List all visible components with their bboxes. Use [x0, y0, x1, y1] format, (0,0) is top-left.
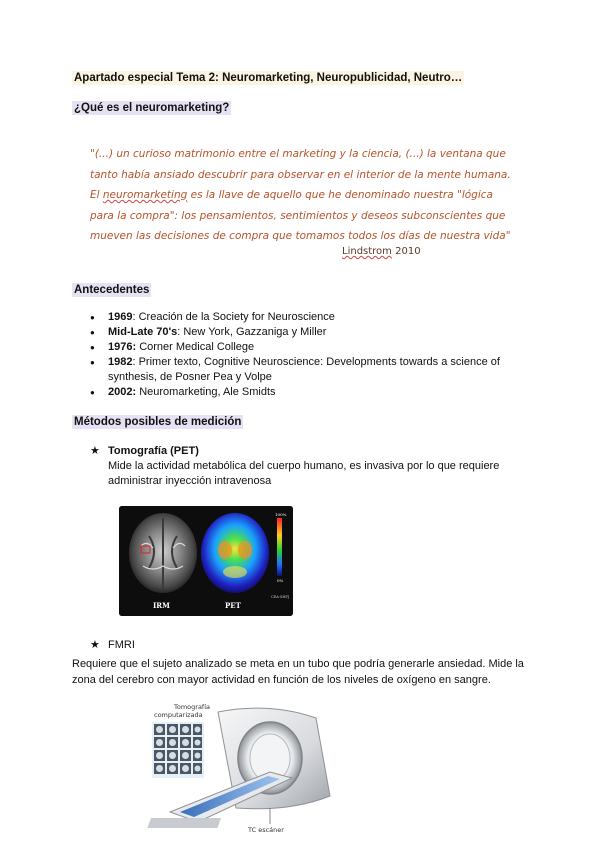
list-item: [72, 385, 542, 400]
ct-label-top: computarizada: [154, 711, 203, 719]
timeline-text: : Primer texto, Cognitive Neuroscience: Developments towards a science of synthesis, de Posner Pea y Volpe: [108, 356, 500, 383]
lindstrom-quote: [90, 144, 510, 247]
list-item: [72, 310, 542, 325]
ct-scanner-image: [140, 700, 344, 836]
method-title: Tomografía (PET): [108, 445, 199, 457]
method-pet: [90, 444, 528, 489]
quote-line: para la compra": los pensamientos, sentimientos y deseos subconscientes que: [90, 209, 506, 222]
figure-credit: CEA-SHFJ: [271, 595, 290, 599]
method-title: FMRI: [108, 639, 135, 651]
timeline-year: 1969: [108, 311, 133, 323]
quote-author: Lindstrom: [342, 246, 392, 257]
quote-term: neuromarketing: [102, 189, 188, 201]
scale-top-label: 100%: [275, 512, 287, 517]
ct-label-top: Tomografía: [174, 703, 211, 711]
quote-line: [90, 185, 510, 206]
ct-slice-grid: [152, 722, 204, 778]
quote-line: mueven las decisiones de compra que tomamos todos los días de nuestra vida": [90, 230, 511, 242]
star-icon: ★: [90, 445, 100, 457]
timeline-text: Corner Medical College: [136, 341, 255, 353]
section-heading-methods: Métodos posibles de medición: [74, 416, 242, 428]
list-item: [72, 340, 542, 355]
quote-year: 2010: [395, 246, 421, 257]
irm-label: IRM: [153, 601, 170, 610]
ct-label-bottom: TC escáner: [248, 826, 284, 834]
list-item: [72, 355, 542, 385]
scale-bottom-label: 0%: [277, 578, 284, 583]
section-heading-what-is: ¿Qué es el neuromarketing?: [74, 102, 230, 114]
pet-scan-image: [119, 506, 293, 616]
star-icon: ★: [90, 639, 100, 651]
section-heading-background: Antecedentes: [74, 284, 150, 296]
quote-line: "(...) un curioso matrimonio entre el marketing y la ciencia, (...) la ventana que: [90, 148, 506, 160]
timeline-list: [72, 310, 542, 400]
pet-label: PET: [225, 601, 241, 610]
quote-fragment: es la llave de aquello que he denominado nuestra "lógica: [187, 189, 493, 201]
quote-fragment: El: [90, 189, 103, 201]
method-description: Mide la actividad metabólica del cuerpo humano, es invasiva por lo que requiere administrar inyección intravenosa: [108, 460, 500, 487]
timeline-year: 1982: [108, 356, 133, 368]
method-fmri: [90, 638, 135, 653]
timeline-year: Mid-Late 70's: [108, 326, 178, 338]
method-description: Requiere que el sujeto analizado se meta en un tubo que podría generarle ansiedad. Mide la zona del cerebro con mayor actividad en función de los niveles de oxígeno en sangre.: [72, 658, 524, 686]
list-item: [72, 325, 542, 340]
page-title: Apartado especial Tema 2: Neuromarketing, Neuropublicidad, Neutro…: [74, 72, 463, 84]
timeline-text: : Creación de la Society for Neuroscience: [132, 311, 335, 323]
quote-line: tanto había ansiado descubrir para observar en el interior de la mente humana.: [90, 168, 511, 181]
timeline-text: Neuromarketing, Ale Smidts: [136, 386, 276, 398]
timeline-year: 1976:: [108, 341, 137, 353]
timeline-text: : New York, Gazzaniga y Miller: [177, 326, 327, 338]
pet-brain-slice: [201, 513, 269, 593]
timeline-year: 2002:: [108, 386, 137, 398]
color-scale: [277, 518, 282, 576]
quote-attribution: [342, 246, 421, 257]
